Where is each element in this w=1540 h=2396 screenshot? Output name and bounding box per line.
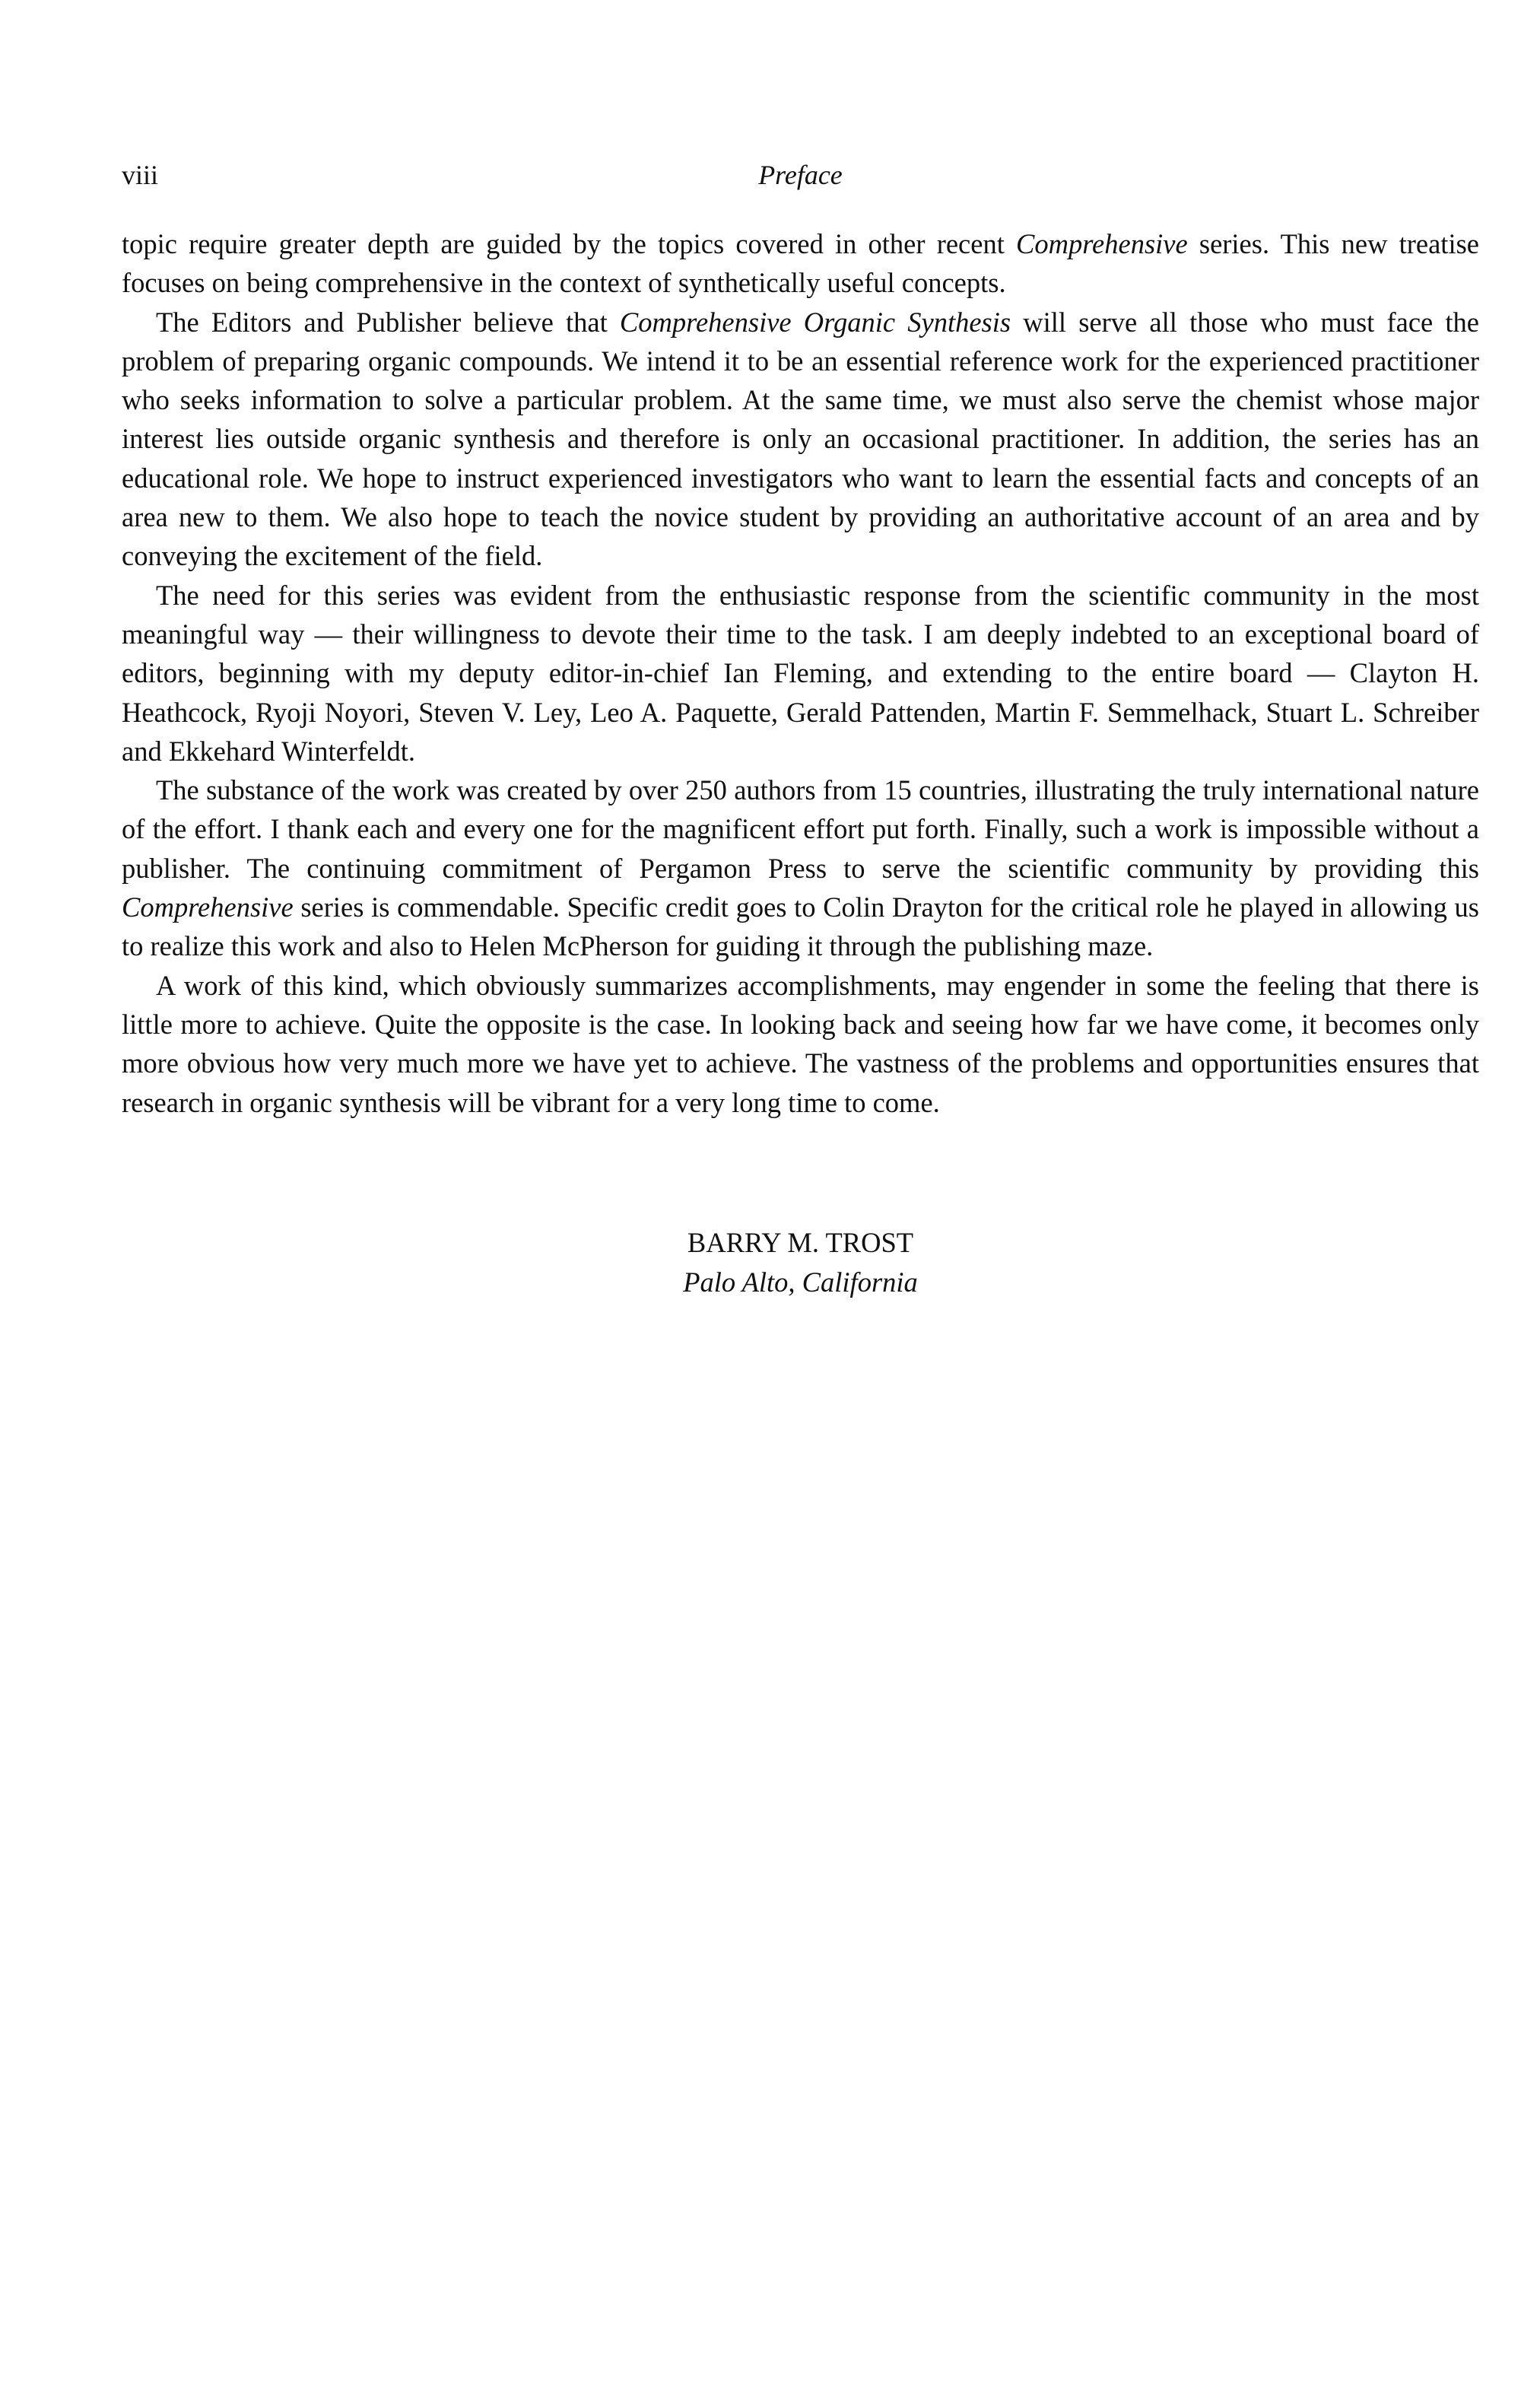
signature-block	[122, 1223, 1479, 1302]
running-head	[122, 152, 1479, 198]
paragraph-text: The need for this series was evident from the enthusiastic response from the scientific community in the most meaningful way — their willingness to devote their time to the task. I am deeply indebted to an exceptional board of editors, beginning with my deputy editor-in-chief Ian Fleming, and extending to the entire board — Clayton H. Heathcock, Ryoji Noyori, Steven V. Ley, Leo A. Paquette, Gerald Pattenden, Martin F. Semmelhack, Stuart L. Schreiber and Ekkehard Winterfeldt.	[122, 579, 1479, 767]
author-name: BARRY M. TROST	[687, 1226, 914, 1258]
italic-title-text: Comprehensive	[1016, 228, 1188, 259]
paragraph-text: series. This new treatise focuses on being comprehensive in the context of synthetically useful concepts.	[122, 228, 1479, 299]
paragraph-2	[122, 303, 1479, 576]
paragraph-text: The Editors and Publisher believe that	[156, 306, 620, 338]
paragraph-text: The substance of the work was created by over 250 authors from 15 countries, illustrating the truly international nature of the effort. I thank each and every one for the magnificent effort put forth. Finally, such a work is impossible without a publisher. The continuing commitment of Pergamon Press to serve the scientific community by providing this	[122, 774, 1479, 884]
paragraph-5	[122, 966, 1479, 1122]
paragraph-text: will serve all those who must face the problem of preparing organic compounds. We intend it to be an essential reference work for the experienced practitioner who seeks information to solve a particular problem. At the same time, we must also serve the chemist whose major interest lies outside organic synthesis and therefore is only an occasional practitioner. In addition, the series has an educational role. We hope to instruct experienced investigators who want to learn the essential facts and concepts of an area new to them. We also hope to teach the novice student by providing an authoritative account of an area and by conveying the excitement of the field.	[122, 306, 1479, 572]
document-page	[122, 152, 1479, 1302]
paragraph-1	[122, 224, 1479, 303]
preface-body	[122, 224, 1479, 1122]
italic-title-text: Comprehensive Organic Synthesis	[619, 306, 1011, 338]
paragraph-text: series is commendable. Specific credit goes to Colin Drayton for the critical role he played in allowing us to realize this work and also to Helen McPherson for guiding it through the publishing maze.	[122, 891, 1479, 962]
running-title: Preface	[758, 160, 843, 190]
paragraph-text: topic require greater depth are guided by the topics covered in other recent	[122, 228, 1016, 259]
page-number: viii	[122, 160, 159, 190]
italic-title-text: Comprehensive	[122, 891, 294, 923]
author-location: Palo Alto, California	[683, 1266, 918, 1298]
paragraph-text: A work of this kind, which obviously summarizes accomplishments, may engender in some the feeling that there is little more to achieve. Quite the opposite is the case. In looking back and seeing how far we have come, it becomes only more obvious how very much more we have yet to achieve. The vastness of the problems and opportunities ensures that research in organic synthesis will be vibrant for a very long time to come.	[122, 969, 1479, 1118]
paragraph-4	[122, 771, 1479, 965]
paragraph-3	[122, 576, 1479, 771]
